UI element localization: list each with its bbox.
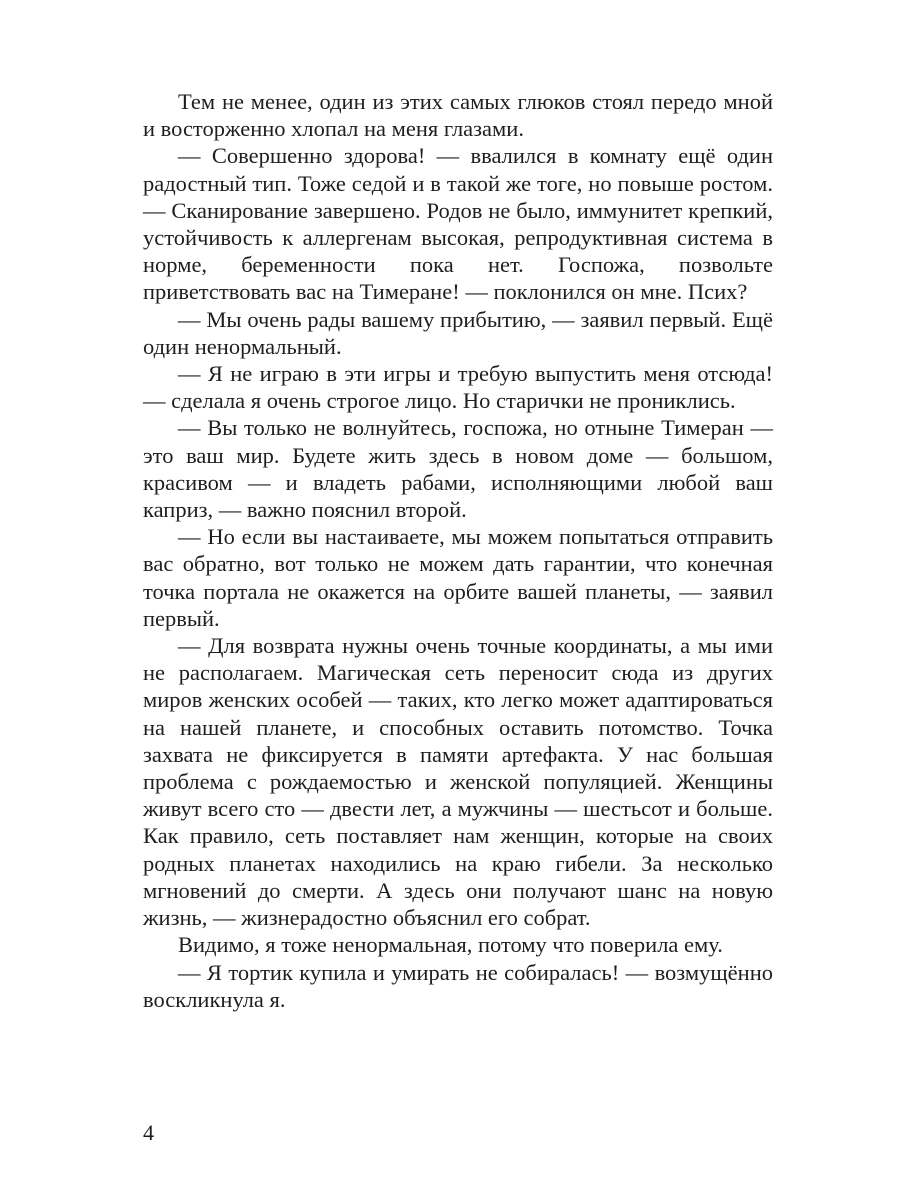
paragraph-9: — Я тортик купила и умирать не собиралась! — возмущённо воскликнула я. [143, 959, 773, 1012]
paragraph-3: — Мы очень рады вашему прибытию, — заявил первый. Ещё один ненормальный. [143, 306, 773, 359]
page-number: 4 [143, 1120, 154, 1145]
paragraph-2: — Совершенно здорова! — ввалился в комнату ещё один радостный тип. Тоже седой и в такой же тоге, но повыше ростом. — Сканирование завершено. Родов не было, иммунитет крепкий, устойчивость к аллергенам высокая, репродуктивная система в норме, беременности пока нет. Госпожа, позвольте приветствовать вас на Тимеране! — поклонился он мне. Псих? [143, 143, 773, 305]
paragraph-6: — Но если вы настаиваете, мы можем попытаться отправить вас обратно, вот только не можем дать гарантии, что конечная точка портала не окажется на орбите вашей планеты, — заявил первый. [143, 524, 773, 631]
paragraph-7: — Для возврата нужны очень точные координаты, а мы ими не располагаем. Магическая сеть переносит сюда из других миров женских особей — таких, кто легко может адаптироваться на нашей планете, и способных оставить потомство. Точка захвата не фиксируется в памяти артефакта. У нас большая проблема с рождаемостью и женской популяцией. Женщины живут всего сто — двести лет, а мужчины — шестьсот и больше. Как правило, сеть поставляет нам женщин, которые на своих родных планетах находились на краю гибели. За несколько мгновений до смерти. А здесь они получают шанс на новую жизнь, — жизнерадостно объяснил его собрат. [143, 633, 773, 931]
paragraph-4: — Я не играю в эти игры и требую выпустить меня отсюда! — сделала я очень строгое лицо. Но старички не прониклись. [143, 361, 773, 414]
paragraph-8: Видимо, я тоже ненормальная, потому что поверила ему. [178, 932, 723, 958]
body-text [143, 88, 773, 1013]
paragraph-1: Тем не менее, один из этих самых глюков стоял передо мной и восторженно хлопал на меня глазами. [143, 89, 773, 142]
paragraph-5: — Вы только не волнуйтесь, госпожа, но отныне Тимеран — это ваш мир. Будете жить здесь в новом доме — большом, красивом — и владеть рабами, исполняющими любой ваш каприз, — важно пояснил второй. [143, 415, 773, 523]
